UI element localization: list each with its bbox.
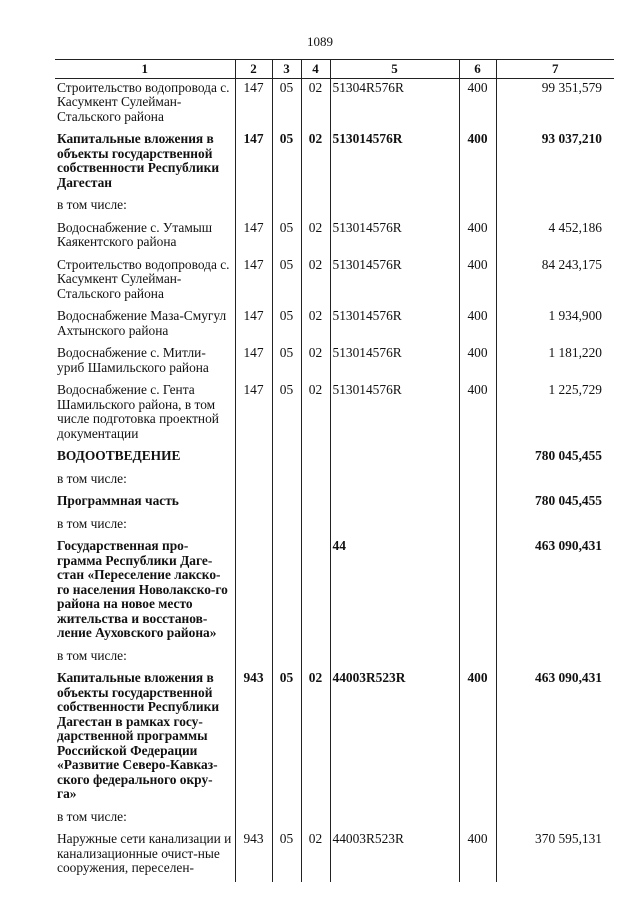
cell-subsection: 02 (301, 78, 330, 130)
cell-amount: 370 595,131 (496, 830, 614, 882)
cell-code-2: 147 (235, 130, 272, 196)
cell-section (272, 647, 301, 670)
cell-subsection (301, 515, 330, 538)
cell-code-2: 147 (235, 256, 272, 308)
cell-section: 05 (272, 219, 301, 256)
row-name: Строительство водопровода с. Касумкент Сулейман-Стальского района (57, 256, 230, 301)
header-col-5: 5 (330, 60, 459, 79)
cell-target-article: 44003R523R (330, 830, 459, 882)
table-row (55, 447, 614, 470)
cell-subsection: 02 (301, 130, 330, 196)
cell-target-article (330, 515, 459, 538)
cell-amount (496, 808, 614, 831)
table-row (55, 808, 614, 831)
cell-expense-type (459, 196, 496, 219)
cell-subsection: 02 (301, 669, 330, 808)
cell-expense-type (459, 492, 496, 515)
table-row (55, 256, 614, 308)
cell-amount: 780 045,455 (496, 447, 614, 470)
cell-amount (496, 470, 614, 493)
cell-expense-type: 400 (459, 78, 496, 130)
budget-table (55, 59, 614, 882)
cell-subsection (301, 808, 330, 831)
cell-code-2: 147 (235, 381, 272, 447)
cell-expense-type (459, 515, 496, 538)
cell-target-article: 44 (330, 537, 459, 647)
table-header-row (55, 60, 614, 79)
header-col-4: 4 (301, 60, 330, 79)
cell-amount (496, 515, 614, 538)
cell-expense-type: 400 (459, 256, 496, 308)
table-row (55, 492, 614, 515)
cell-subsection: 02 (301, 830, 330, 882)
cell-expense-type (459, 537, 496, 647)
cell-amount (496, 196, 614, 219)
row-name: в том числе: (57, 647, 127, 663)
cell-amount: 1 934,900 (496, 307, 614, 344)
row-name: Капитальные вложения в объекты государственной собственности Республики Дагестан (57, 131, 220, 190)
cell-code-2: 147 (235, 344, 272, 381)
cell-subsection (301, 196, 330, 219)
cell-expense-type (459, 470, 496, 493)
page-number: 1089 (307, 34, 333, 49)
cell-expense-type: 400 (459, 130, 496, 196)
cell-code-2: 147 (235, 78, 272, 130)
row-name: Капитальные вложения в объекты государственной собственности Республики Дагестан в рамках госу-дарственной программы Российской Федерации «Развитие Северо-Кавказ-ского федерального окру-га» (57, 670, 220, 801)
cell-expense-type: 400 (459, 381, 496, 447)
cell-subsection (301, 492, 330, 515)
cell-subsection (301, 647, 330, 670)
cell-target-article: 44003R523R (330, 669, 459, 808)
cell-section: 05 (272, 130, 301, 196)
row-name: Программная часть (57, 493, 179, 508)
row-name: Государственная про-грамма Республики Даге-стан «Переселение лакско-го населения Новолакско-го района на новое место жительства и восстанов-ление Ауховского района» (57, 538, 228, 640)
table-row (55, 470, 614, 493)
cell-target-article (330, 470, 459, 493)
cell-section: 05 (272, 381, 301, 447)
cell-subsection: 02 (301, 381, 330, 447)
cell-amount: 463 090,431 (496, 669, 614, 808)
cell-section (272, 537, 301, 647)
row-name: в том числе: (57, 197, 127, 212)
row-name: Наружные сети канализации и канализационные очист-ные сооружения, переселен- (57, 831, 232, 875)
table-row (55, 515, 614, 538)
cell-code-2: 943 (235, 830, 272, 882)
header-col-1: 1 (55, 60, 235, 79)
row-name: ВОДООТВЕДЕНИЕ (57, 448, 181, 463)
row-name: Водоснабжение с. Митли-уриб Шамильского района (57, 345, 209, 375)
cell-target-article: 513014576R (330, 381, 459, 447)
cell-section (272, 492, 301, 515)
cell-code-2: 147 (235, 307, 272, 344)
cell-expense-type: 400 (459, 830, 496, 882)
table-row (55, 381, 614, 447)
cell-amount (496, 647, 614, 670)
cell-section (272, 447, 301, 470)
cell-amount: 99 351,579 (496, 78, 614, 130)
row-name: в том числе: (57, 470, 127, 486)
cell-expense-type: 400 (459, 307, 496, 344)
cell-code-2 (235, 808, 272, 831)
cell-section (272, 470, 301, 493)
cell-target-article (330, 647, 459, 670)
cell-section (272, 515, 301, 538)
cell-target-article: 513014576R (330, 307, 459, 344)
cell-code-2 (235, 470, 272, 493)
cell-section: 05 (272, 256, 301, 308)
cell-code-2: 943 (235, 669, 272, 808)
row-name: в том числе: (57, 808, 127, 824)
cell-subsection: 02 (301, 344, 330, 381)
cell-code-2: 147 (235, 219, 272, 256)
row-name: Строительство водопровода с. Касумкент Сулейман-Стальского района (57, 79, 230, 124)
cell-amount: 1 225,729 (496, 381, 614, 447)
table-row (55, 830, 614, 882)
table-row (55, 537, 614, 647)
cell-section: 05 (272, 78, 301, 130)
cell-expense-type: 400 (459, 219, 496, 256)
cell-subsection: 02 (301, 219, 330, 256)
cell-target-article (330, 447, 459, 470)
cell-amount: 84 243,175 (496, 256, 614, 308)
cell-section: 05 (272, 830, 301, 882)
cell-target-article: 513014576R (330, 130, 459, 196)
cell-code-2 (235, 537, 272, 647)
cell-section (272, 196, 301, 219)
cell-code-2 (235, 492, 272, 515)
cell-expense-type: 400 (459, 669, 496, 808)
cell-subsection: 02 (301, 256, 330, 308)
row-name: Водоснабжение с. Гента Шамильского района, в том числе подготовка проектной документации (57, 382, 219, 441)
cell-target-article (330, 808, 459, 831)
cell-expense-type (459, 808, 496, 831)
cell-code-2 (235, 447, 272, 470)
cell-subsection (301, 447, 330, 470)
cell-section: 05 (272, 344, 301, 381)
cell-expense-type (459, 447, 496, 470)
cell-code-2 (235, 647, 272, 670)
table-row (55, 307, 614, 344)
cell-section: 05 (272, 307, 301, 344)
table-row (55, 196, 614, 219)
cell-section (272, 808, 301, 831)
cell-target-article: 513014576R (330, 344, 459, 381)
header-col-6: 6 (459, 60, 496, 79)
header-col-3: 3 (272, 60, 301, 79)
cell-target-article (330, 492, 459, 515)
cell-code-2 (235, 196, 272, 219)
cell-expense-type (459, 647, 496, 670)
cell-section: 05 (272, 669, 301, 808)
table-row (55, 647, 614, 670)
cell-amount: 93 037,210 (496, 130, 614, 196)
cell-code-2 (235, 515, 272, 538)
cell-amount: 463 090,431 (496, 537, 614, 647)
cell-target-article: 51304R576R (330, 78, 459, 130)
table-row (55, 78, 614, 130)
header-col-2: 2 (235, 60, 272, 79)
cell-subsection (301, 537, 330, 647)
cell-target-article (330, 196, 459, 219)
cell-amount: 1 181,220 (496, 344, 614, 381)
table-row (55, 344, 614, 381)
cell-subsection: 02 (301, 307, 330, 344)
cell-amount: 4 452,186 (496, 219, 614, 256)
cell-subsection (301, 470, 330, 493)
row-name: Водоснабжение с. Утамыш Каякентского района (57, 219, 213, 249)
cell-target-article: 513014576R (330, 219, 459, 256)
table-row (55, 669, 614, 808)
cell-target-article: 513014576R (330, 256, 459, 308)
table-row (55, 219, 614, 256)
cell-expense-type: 400 (459, 344, 496, 381)
cell-amount: 780 045,455 (496, 492, 614, 515)
row-name: Водоснабжение Маза-Смугул Ахтынского района (57, 308, 227, 338)
header-col-7: 7 (496, 60, 614, 79)
table-row (55, 130, 614, 196)
row-name: в том числе: (57, 515, 127, 531)
